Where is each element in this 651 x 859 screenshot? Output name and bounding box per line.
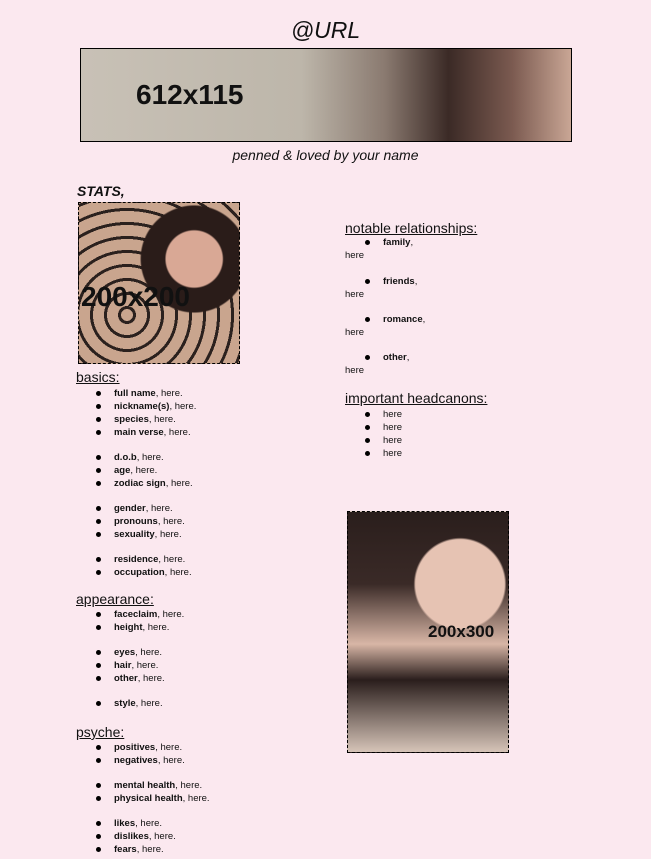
- list-item: other, here.: [96, 672, 184, 685]
- headcanons-list: [365, 408, 402, 460]
- list-item: species, here.: [96, 413, 196, 426]
- stats-heading: STATS,: [77, 183, 125, 199]
- list-item: occupation, here.: [96, 566, 196, 579]
- relationships-heading: notable relationships:: [345, 220, 478, 236]
- page-title: @URL: [290, 17, 361, 43]
- list-item: dislikes, here.: [96, 830, 210, 843]
- list-item: fears, here.: [96, 843, 210, 856]
- list-item: age, here.: [96, 464, 196, 477]
- appearance-list: [96, 608, 184, 710]
- basics-heading: basics:: [76, 369, 120, 385]
- list-item: residence, here.: [96, 553, 196, 566]
- list-item: eyes, here.: [96, 646, 184, 659]
- list-item: faceclaim, here.: [96, 608, 184, 621]
- relationship-item: family, here: [345, 237, 414, 261]
- list-item: here: [365, 447, 402, 460]
- image-size-label: 200x300: [428, 622, 495, 641]
- headcanons-heading: important headcanons:: [345, 390, 488, 406]
- list-item: gender, here.: [96, 502, 196, 515]
- list-item: hair, here.: [96, 659, 184, 672]
- list-item: physical health, here.: [96, 792, 210, 805]
- banner-size-label: 612x115: [136, 79, 244, 110]
- banner-image: [80, 48, 572, 142]
- psyche-heading: psyche:: [76, 724, 125, 740]
- psyche-list: [96, 741, 210, 856]
- list-item: mental health, here.: [96, 779, 210, 792]
- portrait-image-tall: [347, 511, 509, 753]
- basics-list: [96, 387, 196, 579]
- appearance-heading: appearance:: [76, 591, 154, 607]
- relationship-item: other, here: [345, 352, 410, 376]
- list-item: negatives, here.: [96, 754, 210, 767]
- portrait-image-small: [78, 202, 240, 364]
- list-item: d.o.b, here.: [96, 451, 196, 464]
- list-item: zodiac sign, here.: [96, 477, 196, 490]
- list-item: pronouns, here.: [96, 515, 196, 528]
- list-item: height, here.: [96, 621, 184, 634]
- list-item: sexuality, here.: [96, 528, 196, 541]
- list-item: style, here.: [96, 697, 184, 710]
- relationship-item: romance, here: [345, 314, 426, 338]
- list-item: full name, here.: [96, 387, 196, 400]
- image-size-label: 200x200: [81, 281, 191, 312]
- list-item: main verse, here.: [96, 426, 196, 439]
- list-item: here: [365, 421, 402, 434]
- list-item: positives, here.: [96, 741, 210, 754]
- list-item: here: [365, 408, 402, 421]
- list-item: here: [365, 434, 402, 447]
- relationship-item: friends, here: [345, 276, 418, 300]
- byline: penned & loved by your name: [232, 147, 419, 163]
- list-item: nickname(s), here.: [96, 400, 196, 413]
- list-item: likes, here.: [96, 817, 210, 830]
